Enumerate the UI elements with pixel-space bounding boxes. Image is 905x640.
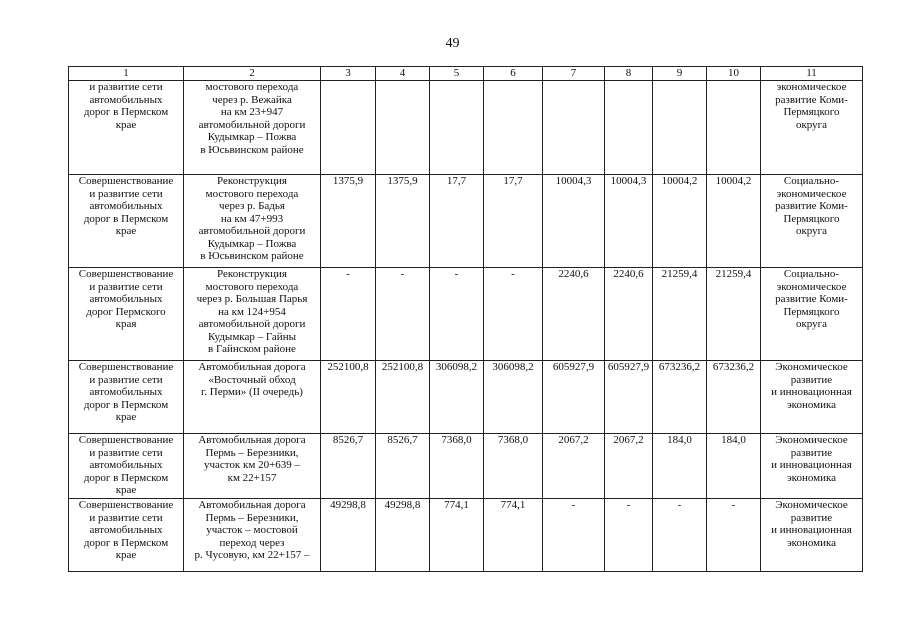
value-cell: 8526,7 [321,434,376,499]
value-cell: 605927,9 [605,361,653,434]
value-cell: 673236,2 [653,361,707,434]
value-cell: 605927,9 [543,361,605,434]
table-row [69,81,863,175]
column-header: 11 [761,67,863,81]
goal-cell: экономическое развитие Коми- Пермяцкого округа [761,81,863,175]
value-cell: 673236,2 [707,361,761,434]
column-number-row [69,67,863,81]
object-cell: Автомобильная дорога Пермь – Березники, участок – мостовой переход через р. Чусовую, км 22+157 – [184,499,321,572]
value-cell: - [376,268,430,361]
value-cell: 306098,2 [484,361,543,434]
goal-cell: Экономическое развитие и инновационная экономика [761,499,863,572]
column-header: 3 [321,67,376,81]
program-cell: Совершенствование и развитие сети автомобильных дорог в Пермском крае [69,361,184,434]
value-cell [653,81,707,175]
value-cell [321,81,376,175]
program-cell: Совершенствование и развитие сети автомобильных дорог Пермского края [69,268,184,361]
object-cell: Реконструкция мостового перехода через р. Большая Парья на км 124+954 автомобильной дороги Кудымкар – Гайны в Гайнском районе [184,268,321,361]
column-header: 10 [707,67,761,81]
value-cell: - [707,499,761,572]
value-cell: 10004,2 [653,175,707,268]
value-cell [484,81,543,175]
column-header: 4 [376,67,430,81]
program-cell: и развитие сети автомобильных дорог в Пермском крае [69,81,184,175]
value-cell: - [605,499,653,572]
value-cell: - [543,499,605,572]
program-cell: Совершенствование и развитие сети автомобильных дорог в Пермском крае [69,499,184,572]
value-cell: 21259,4 [707,268,761,361]
value-cell: 10004,3 [543,175,605,268]
value-cell: 184,0 [653,434,707,499]
value-cell: - [430,268,484,361]
value-cell: 49298,8 [321,499,376,572]
value-cell: 774,1 [430,499,484,572]
value-cell: 8526,7 [376,434,430,499]
table-row [69,499,863,572]
value-cell: 7368,0 [484,434,543,499]
value-cell: 21259,4 [653,268,707,361]
value-cell: 2240,6 [543,268,605,361]
value-cell: - [484,268,543,361]
goal-cell: Экономическое развитие и инновационная экономика [761,434,863,499]
table-row [69,175,863,268]
table-row [69,361,863,434]
value-cell: 17,7 [484,175,543,268]
value-cell: 2067,2 [605,434,653,499]
value-cell: 1375,9 [376,175,430,268]
value-cell [605,81,653,175]
value-cell: 252100,8 [376,361,430,434]
program-cell: Совершенствование и развитие сети автомобильных дорог в Пермском крае [69,434,184,499]
value-cell: 2240,6 [605,268,653,361]
column-header: 9 [653,67,707,81]
value-cell: 10004,2 [707,175,761,268]
value-cell: 10004,3 [605,175,653,268]
value-cell: - [653,499,707,572]
goal-cell: Социально- экономическое развитие Коми- Пермяцкого округа [761,175,863,268]
program-cell: Совершенствование и развитие сети автомобильных дорог в Пермском крае [69,175,184,268]
investment-table [68,66,863,572]
value-cell: 252100,8 [321,361,376,434]
page-number: 49 [445,36,460,51]
value-cell [707,81,761,175]
object-cell: мостового перехода через р. Вежайка на км 23+947 автомобильной дороги Кудымкар – Пожва в Юсьвинском районе [184,81,321,175]
column-header: 1 [69,67,184,81]
value-cell: 17,7 [430,175,484,268]
value-cell: 2067,2 [543,434,605,499]
column-header: 8 [605,67,653,81]
value-cell: 49298,8 [376,499,430,572]
value-cell: 184,0 [707,434,761,499]
column-header: 6 [484,67,543,81]
goal-cell: Социально- экономическое развитие Коми- Пермяцкого округа [761,268,863,361]
object-cell: Реконструкция мостового перехода через р. Бадья на км 47+993 автомобильной дороги Кудымкар – Пожва в Юсьвинском районе [184,175,321,268]
column-header: 2 [184,67,321,81]
value-cell [376,81,430,175]
object-cell: Автомобильная дорога Пермь – Березники, участок км 20+639 – км 22+157 [184,434,321,499]
value-cell: 7368,0 [430,434,484,499]
goal-cell: Экономическое развитие и инновационная экономика [761,361,863,434]
value-cell [543,81,605,175]
value-cell [430,81,484,175]
value-cell: 1375,9 [321,175,376,268]
table-row [69,434,863,499]
column-header: 7 [543,67,605,81]
value-cell: 774,1 [484,499,543,572]
value-cell: - [321,268,376,361]
object-cell: Автомобильная дорога «Восточный обход г. Перми» (II очередь) [184,361,321,434]
value-cell: 306098,2 [430,361,484,434]
table-row [69,268,863,361]
column-header: 5 [430,67,484,81]
